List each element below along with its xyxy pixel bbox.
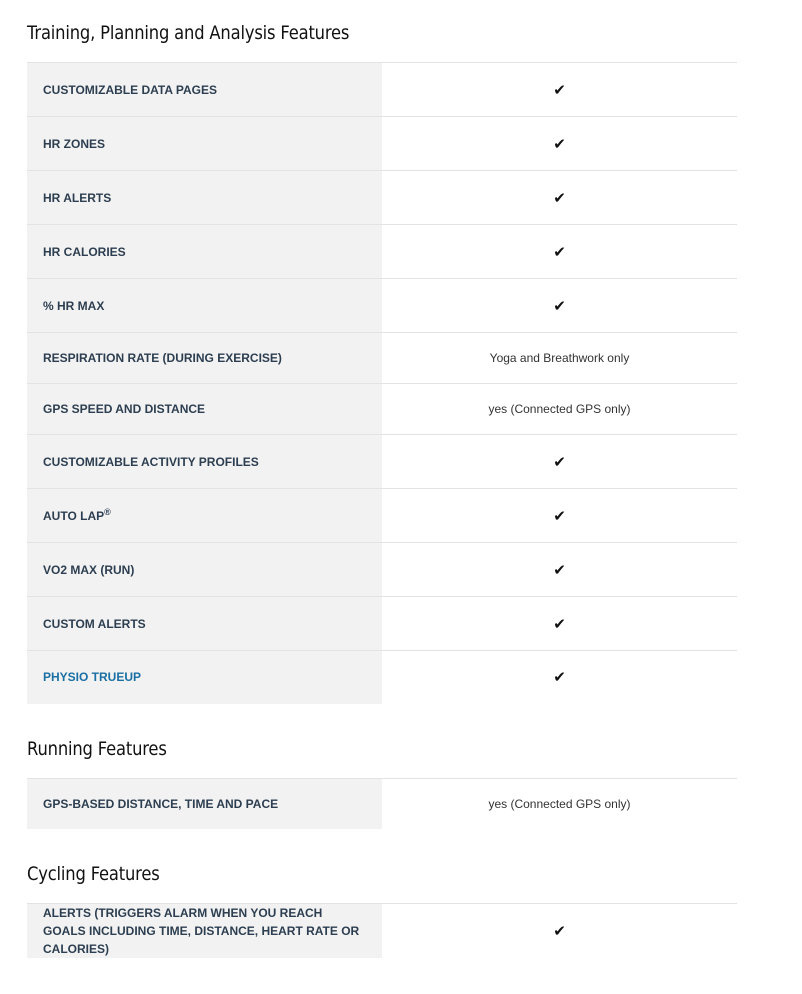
table-row xyxy=(27,63,737,117)
cycling-features-table xyxy=(27,903,737,958)
feature-label: GPS SPEED AND DISTANCE xyxy=(27,384,382,435)
feature-label: ALERTS (TRIGGERS ALARM WHEN YOU REACH GOALS INCLUDING TIME, DISTANCE, HEART RATE OR CALORIES) xyxy=(27,904,382,959)
feature-label: CUSTOM ALERTS xyxy=(27,597,382,651)
table-row xyxy=(27,435,737,489)
registered-mark: ® xyxy=(104,506,111,517)
section-title-cycling: Cycling Features xyxy=(27,863,160,885)
physio-trueup-link[interactable]: PHYSIO TRUEUP xyxy=(27,651,382,704)
feature-value xyxy=(382,171,737,225)
table-row xyxy=(27,489,737,543)
feature-value xyxy=(382,117,737,171)
running-features-table xyxy=(27,778,737,830)
feature-value xyxy=(382,904,737,959)
feature-value xyxy=(382,651,737,704)
feature-label: HR CALORIES xyxy=(27,225,382,279)
table-row xyxy=(27,543,737,597)
feature-label: HR ZONES xyxy=(27,117,382,171)
feature-value xyxy=(382,543,737,597)
table-row xyxy=(27,651,737,704)
feature-label: HR ALERTS xyxy=(27,171,382,225)
table-row xyxy=(27,117,737,171)
table-row xyxy=(27,904,737,959)
checkmark-icon: ✔ xyxy=(553,923,566,940)
checkmark-icon: ✔ xyxy=(553,243,566,261)
feature-value: yes (Connected GPS only) xyxy=(382,384,737,435)
feature-value xyxy=(382,225,737,279)
training-features-table xyxy=(27,62,737,704)
table-row xyxy=(27,597,737,651)
checkmark-icon: ✔ xyxy=(553,297,566,315)
feature-value: yes (Connected GPS only) xyxy=(382,778,737,829)
feature-label: CUSTOMIZABLE ACTIVITY PROFILES xyxy=(27,435,382,489)
feature-value xyxy=(382,597,737,651)
feature-label: GPS-BASED DISTANCE, TIME AND PACE xyxy=(27,778,382,829)
checkmark-icon: ✔ xyxy=(553,615,566,633)
feature-label: % HR MAX xyxy=(27,279,382,333)
feature-label: CUSTOMIZABLE DATA PAGES xyxy=(27,63,382,117)
table-row xyxy=(27,778,737,829)
table-row xyxy=(27,333,737,384)
checkmark-icon: ✔ xyxy=(553,189,566,207)
feature-value xyxy=(382,279,737,333)
feature-value: Yoga and Breathwork only xyxy=(382,333,737,384)
feature-label xyxy=(27,489,382,543)
feature-label: RESPIRATION RATE (DURING EXERCISE) xyxy=(27,333,382,384)
table-row xyxy=(27,279,737,333)
table-row xyxy=(27,384,737,435)
feature-value xyxy=(382,63,737,117)
checkmark-icon: ✔ xyxy=(553,135,566,153)
feature-label: VO2 MAX (RUN) xyxy=(27,543,382,597)
checkmark-icon: ✔ xyxy=(553,669,566,687)
checkmark-icon: ✔ xyxy=(553,81,566,99)
section-title-training: Training, Planning and Analysis Features xyxy=(27,22,350,44)
feature-spec-page xyxy=(27,0,737,958)
checkmark-icon: ✔ xyxy=(553,453,566,471)
feature-value xyxy=(382,435,737,489)
feature-value xyxy=(382,489,737,543)
feature-label-text: AUTO LAP xyxy=(43,508,105,523)
table-row xyxy=(27,225,737,279)
checkmark-icon: ✔ xyxy=(553,507,566,525)
section-title-running: Running Features xyxy=(27,737,167,760)
checkmark-icon: ✔ xyxy=(553,561,566,579)
table-row xyxy=(27,171,737,225)
